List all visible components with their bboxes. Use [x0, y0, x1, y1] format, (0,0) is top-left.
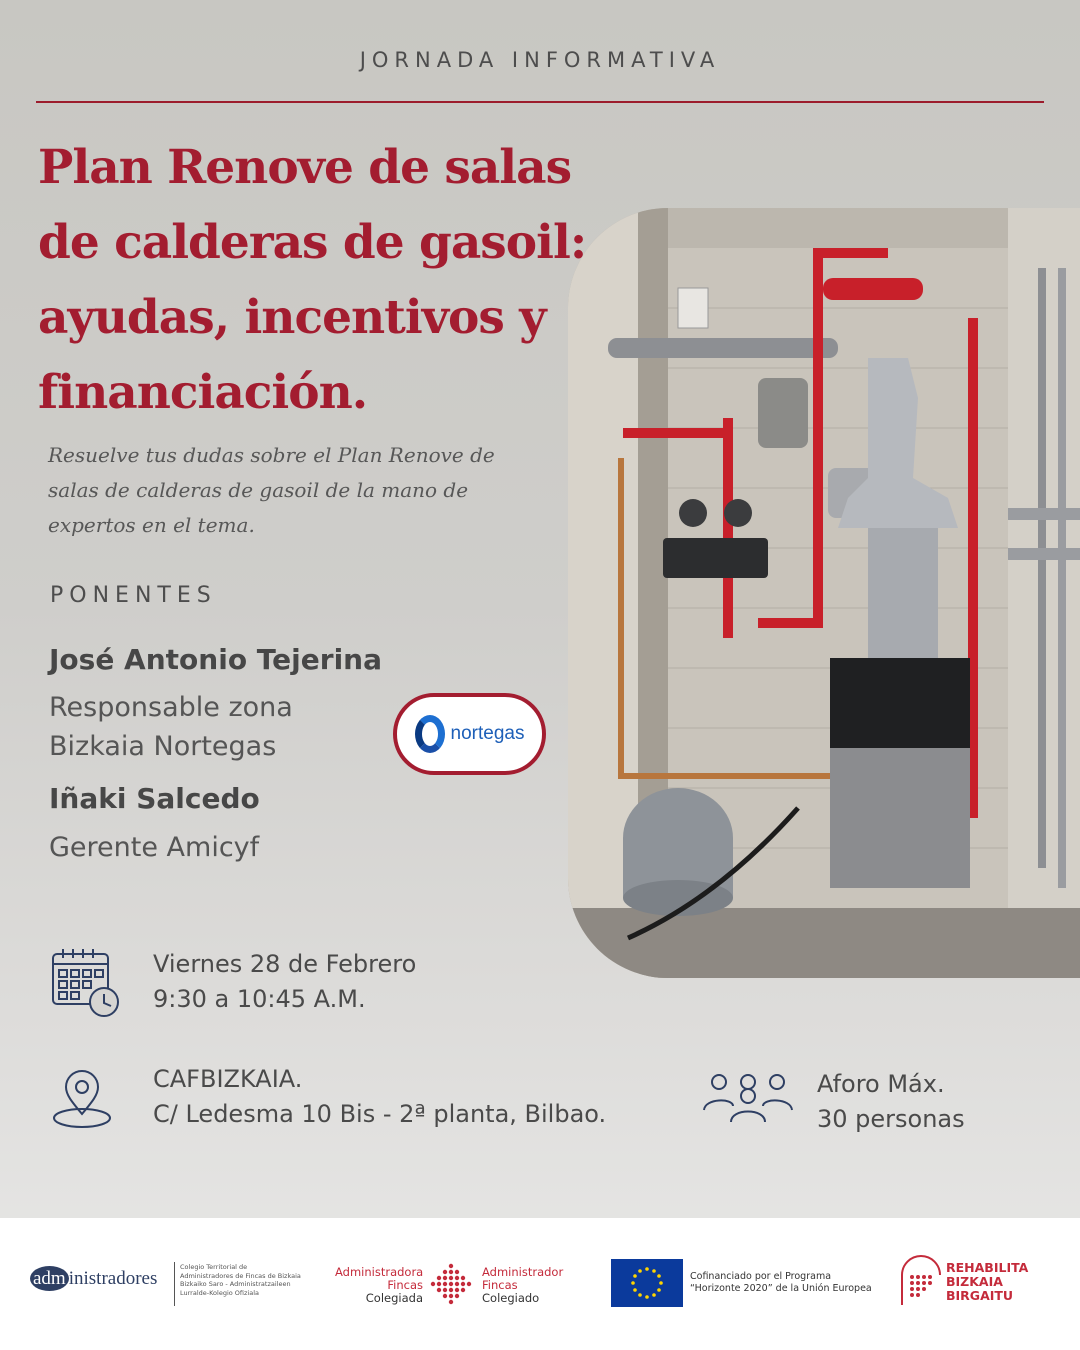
speaker-1-role-line: Bizkaia Nortegas	[49, 731, 277, 762]
subtitle	[48, 438, 518, 543]
boiler-room-illustration	[568, 208, 1080, 978]
speaker-1-role-line: Responsable zona	[49, 692, 293, 723]
footer-logos	[0, 1218, 1080, 1350]
event-time: 9:30 a 10:45 A.M.	[153, 985, 366, 1013]
title-line: Plan Renove de salas	[38, 140, 572, 195]
people-group-icon	[702, 1072, 794, 1126]
event-location	[153, 1062, 606, 1132]
event-date: Viernes 28 de Febrero	[153, 950, 417, 978]
eu-flag-icon	[611, 1259, 683, 1307]
event-address: C/ Ledesma 10 Bis - 2ª planta, Bilbao.	[153, 1100, 607, 1128]
boiler-room-photo	[568, 208, 1080, 978]
rehabilita-text: REHABILITA BIZKAIA BIRGAITU	[946, 1260, 1029, 1303]
nortegas-wordmark: nortegas	[450, 723, 525, 744]
subtitle-line: Resuelve tus dudas sobre el Plan Renove de	[48, 443, 495, 467]
speaker-2-name: Iñaki Salcedo	[49, 782, 260, 815]
page-title	[38, 130, 587, 430]
speakers-heading: PONENTES	[50, 583, 217, 608]
title-line: de calderas de gasoil:	[38, 215, 587, 270]
title-line: ayudas, incentivos y	[38, 290, 546, 345]
speaker-2-role	[49, 828, 259, 867]
capacity-label: Aforo Máx.	[817, 1070, 945, 1098]
location-pin-icon	[50, 1068, 114, 1132]
event-datetime	[153, 947, 416, 1017]
event-kicker: JORNADA INFORMATIVA	[359, 48, 721, 72]
subtitle-line: expertos en el tema.	[48, 513, 255, 537]
nortegas-logo	[393, 693, 546, 775]
header-divider	[36, 101, 1044, 103]
nortegas-ring-icon	[415, 715, 445, 753]
rehabilita-mark-icon	[896, 1255, 946, 1311]
speaker-1-name: José Antonio Tejerina	[49, 643, 382, 676]
administradores-divider	[174, 1262, 175, 1306]
colegiado-dot-logo-icon	[428, 1262, 474, 1308]
administradores-logo: adm inistradores	[30, 1268, 157, 1290]
administradora-colegiada-label: Administradora Fincas Colegiada	[335, 1265, 424, 1305]
rehabilita-bizkaia-logo	[896, 1255, 1046, 1311]
administradores-subtitle: Colegio Territorial de Administradores de Fincas de Bizkaia Bizkaiko Saro - Administratzaileen Lurralde-Kolegio Ofiziala	[180, 1263, 301, 1297]
administrador-colegiado-label: Administrador Fincas Colegiado	[482, 1265, 564, 1305]
event-capacity	[817, 1067, 965, 1137]
speaker-2-role-line: Gerente Amicyf	[49, 832, 260, 863]
capacity-value: 30 personas	[817, 1105, 965, 1133]
calendar-clock-icon	[50, 946, 122, 1020]
event-venue: CAFBIZKAIA.	[153, 1065, 303, 1093]
eu-cofinancing-text: Cofinanciado por el Programa “Horizonte 2020” de la Unión Europea	[690, 1271, 872, 1294]
speaker-1-role	[49, 688, 293, 766]
subtitle-line: salas de calderas de gasoil de la mano de	[48, 478, 469, 502]
title-line: financiación.	[38, 365, 368, 420]
